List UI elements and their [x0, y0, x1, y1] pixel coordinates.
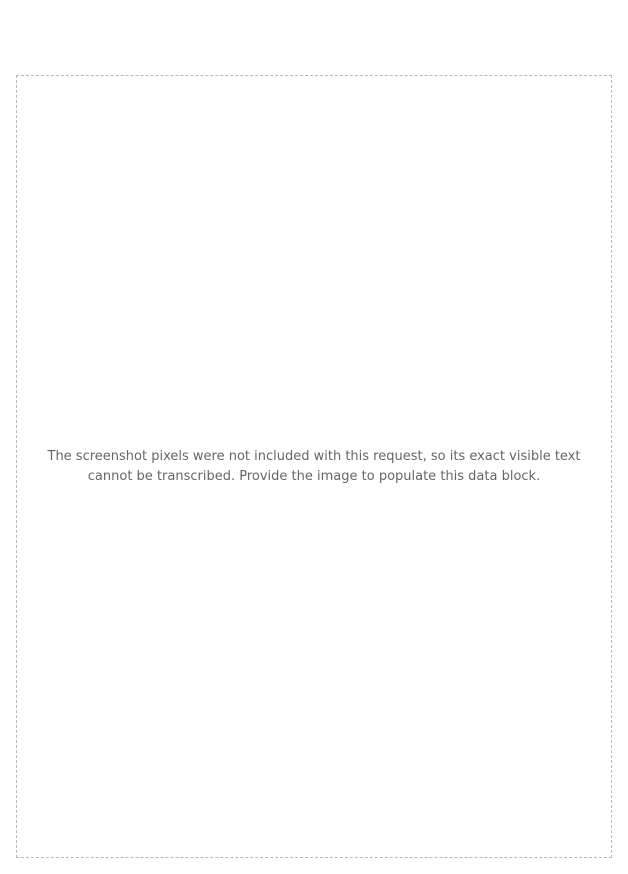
content-notice: The screenshot pixels were not included with this request, so its exact visible text cannot be transcribed. Provide the image to populate this data block. — [47, 449, 581, 484]
content-placeholder — [16, 75, 612, 858]
page-title — [16, 28, 612, 51]
